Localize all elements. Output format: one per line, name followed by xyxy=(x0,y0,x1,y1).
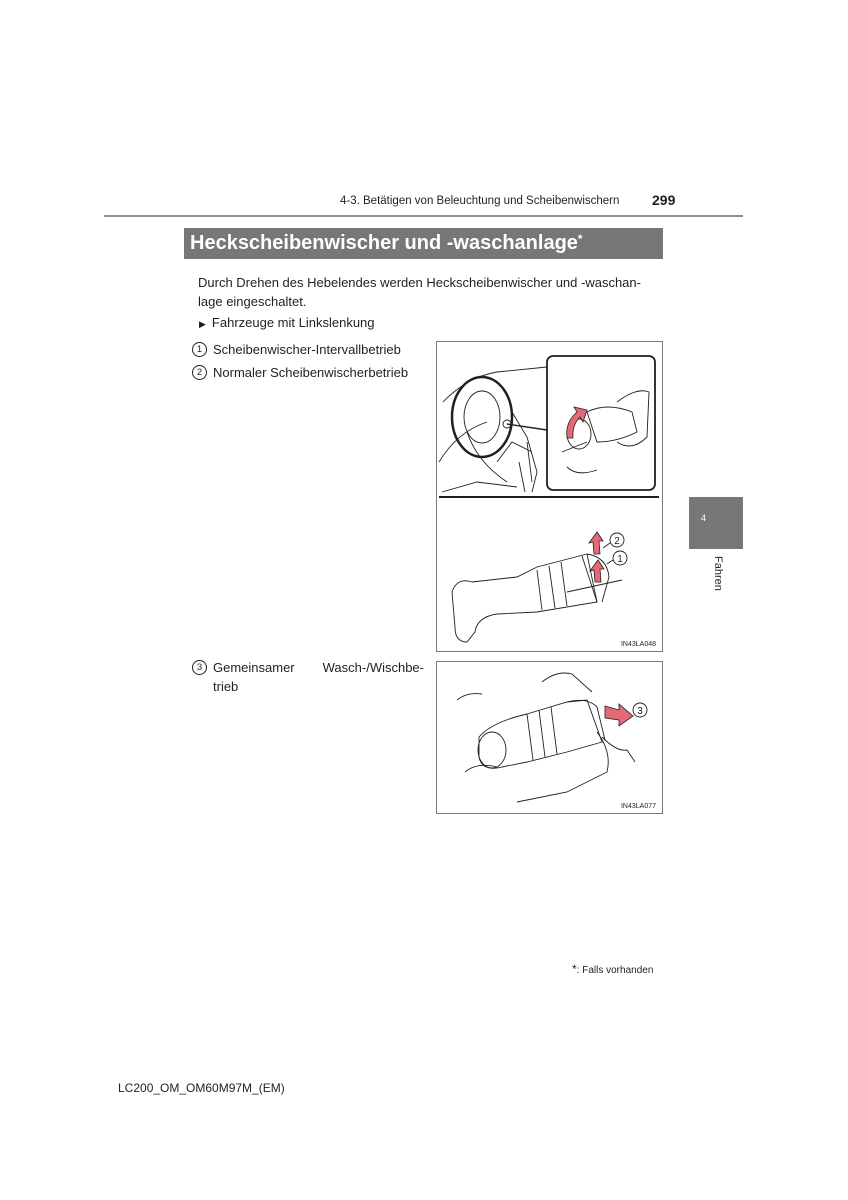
intro-line-1: Durch Drehen des Hebelendes werden Heckscheibenwischer und -waschan- xyxy=(198,275,641,290)
list-item-3-word-b: Wasch-/Wischbe- xyxy=(322,660,424,675)
circled-number-1: 1 xyxy=(192,342,207,357)
footnote-text: : Falls vorhanden xyxy=(576,965,654,976)
section-title-text: Heckscheibenwischer und -waschanlage xyxy=(190,232,578,254)
section-title xyxy=(184,228,663,259)
callout-2: 2 xyxy=(614,536,620,547)
optional-equipment-marker: * xyxy=(577,232,583,246)
chapter-tab xyxy=(689,497,743,549)
page-number: 299 xyxy=(652,192,676,208)
list-item-3 xyxy=(192,658,424,698)
circled-number-2: 2 xyxy=(192,365,207,380)
list-item-1 xyxy=(192,340,422,359)
intro-paragraph xyxy=(198,273,662,311)
header-rule xyxy=(104,215,743,217)
figure-top-illustration xyxy=(437,342,662,651)
bullet-lhd xyxy=(199,315,375,330)
figure-bottom xyxy=(436,661,663,814)
callout-3: 3 xyxy=(637,706,643,717)
footnote xyxy=(572,962,653,976)
circled-number-3: 3 xyxy=(192,660,207,675)
chapter-number: 4 xyxy=(701,513,707,523)
footer-doc-code: LC200_OM_OM60M97M_(EM) xyxy=(118,1081,285,1095)
list-item-3-word-a: Gemeinsamer xyxy=(213,660,295,675)
figure-bottom-code: IN43LA077 xyxy=(620,803,656,810)
figure-top xyxy=(436,341,663,652)
list-item-2 xyxy=(192,363,422,382)
list-item-1-text: Scheibenwischer-Intervallbetrieb xyxy=(213,342,401,357)
intro-line-2: lage eingeschaltet. xyxy=(198,294,307,309)
list-item-3-line-1 xyxy=(213,658,424,677)
footnote-marker: * xyxy=(572,962,577,976)
callout-1: 1 xyxy=(617,554,623,565)
list-item-3-line-2: trieb xyxy=(213,679,239,694)
running-header-section: 4-3. Betätigen von Beleuchtung und Scheibenwischern xyxy=(340,195,620,207)
figure-bottom-illustration xyxy=(437,662,662,813)
chapter-label: Fahren xyxy=(712,556,724,591)
figure-top-code: IN43LA048 xyxy=(620,641,656,648)
bullet-text: Fahrzeuge mit Linkslenkung xyxy=(211,315,375,330)
triangle-bullet-icon: ▶ xyxy=(199,319,206,329)
list-item-2-text: Normaler Scheibenwischerbetrieb xyxy=(213,365,409,380)
